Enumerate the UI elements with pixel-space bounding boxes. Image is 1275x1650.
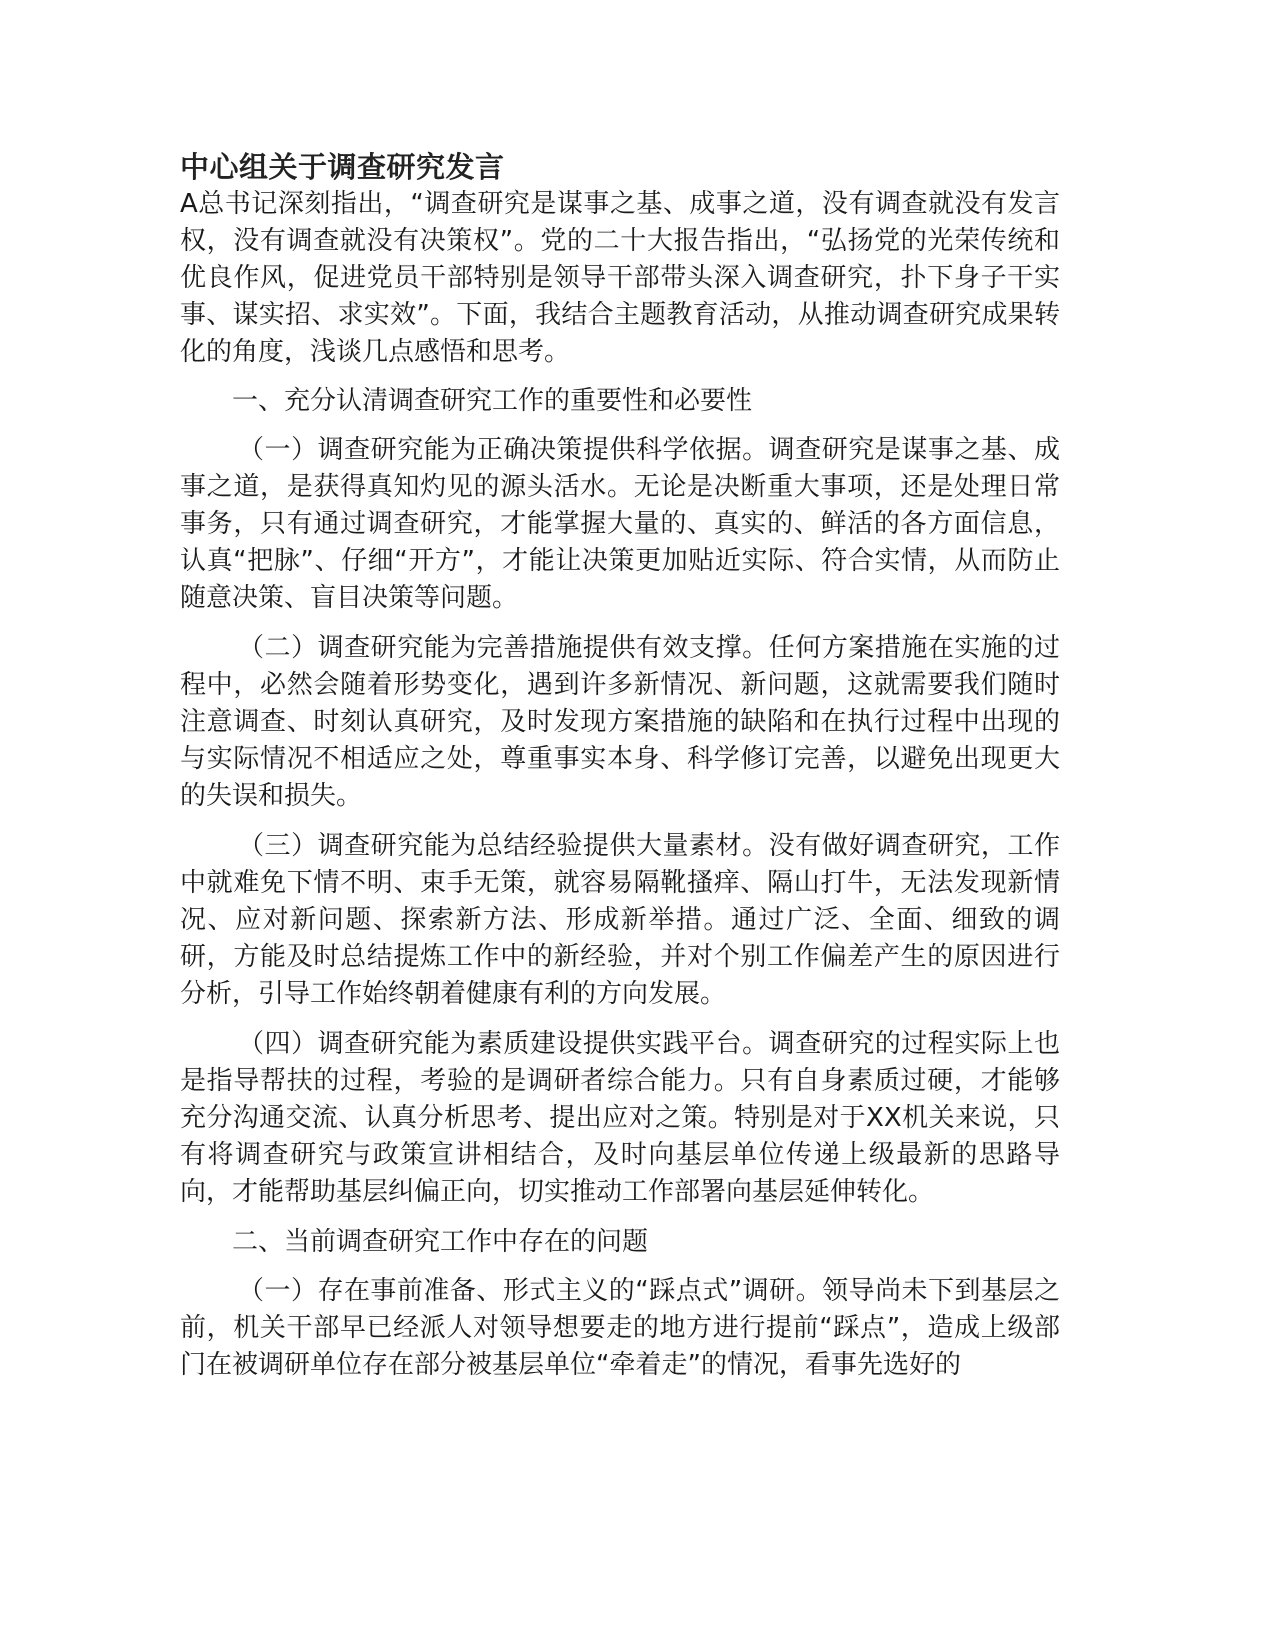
section-2-heading: 二、当前调查研究工作中存在的问题	[232, 1227, 649, 1257]
document-page	[180, 148, 1060, 1397]
document-title: 中心组关于调查研究发言	[180, 150, 505, 184]
section-1-heading: 一、充分认清调查研究工作的重要性和必要性	[232, 386, 753, 416]
section-1-paragraph-1: （一）调查研究能为正确决策提供科学依据。调查研究是谋事之基、成事之道，是获得真知灼见的源头活水。无论是决断重大事项，还是处理日常事务，只有通过调查研究，才能掌握大量的、真实的、鲜活的各方面信息，认真“把脉”、仔细“开方”，才能让决策更加贴近实际、符合实情，从而防止随意决策、盲目决策等问题。	[180, 435, 1060, 613]
section-2-paragraph-1: （一）存在事前准备、形式主义的“踩点式”调研。领导尚未下到基层之前，机关干部早已经派人对领导想要走的地方进行提前“踩点”，造成上级部门在被调研单位存在部分被基层单位“牵着走”的情况，看事先选好的	[180, 1276, 1060, 1380]
section-1-paragraph-3: （三）调查研究能为总结经验提供大量素材。没有做好调查研究，工作中就难免下情不明、束手无策，就容易隔靴搔痒、隔山打牛，无法发现新情况、应对新问题、探索新方法、形成新举措。通过广泛、全面、细致的调研，方能及时总结提炼工作中的新经验，并对个别工作偏差产生的原因进行分析，引导工作始终朝着健康有利的方向发展。	[180, 831, 1060, 1009]
intro-paragraph: A总书记深刻指出，“调查研究是谋事之基、成事之道，没有调查就没有发言权，没有调查就没有决策权”。党的二十大报告指出，“弘扬党的光荣传统和优良作风，促进党员干部特别是领导干部带头深入调查研究，扑下身子干实事、谋实招、求实效”。下面，我结合主题教育活动，从推动调查研究成果转化的角度，浅谈几点感悟和思考。	[180, 189, 1060, 367]
section-1-paragraph-2: （二）调查研究能为完善措施提供有效支撑。任何方案措施在实施的过程中，必然会随着形势变化，遇到许多新情况、新问题，这就需要我们随时注意调查、时刻认真研究，及时发现方案措施的缺陷和在执行过程中出现的与实际情况不相适应之处，尊重事实本身、科学修订完善，以避免出现更大的失误和损失。	[180, 633, 1060, 811]
section-1-paragraph-4: （四）调查研究能为素质建设提供实践平台。调查研究的过程实际上也是指导帮扶的过程，考验的是调研者综合能力。只有自身素质过硬，才能够充分沟通交流、认真分析思考、提出应对之策。特别是对于XX机关来说，只有将调查研究与政策宣讲相结合，及时向基层单位传递上级最新的思路导向，才能帮助基层纠偏正向，切实推动工作部署向基层延伸转化。	[180, 1029, 1060, 1207]
